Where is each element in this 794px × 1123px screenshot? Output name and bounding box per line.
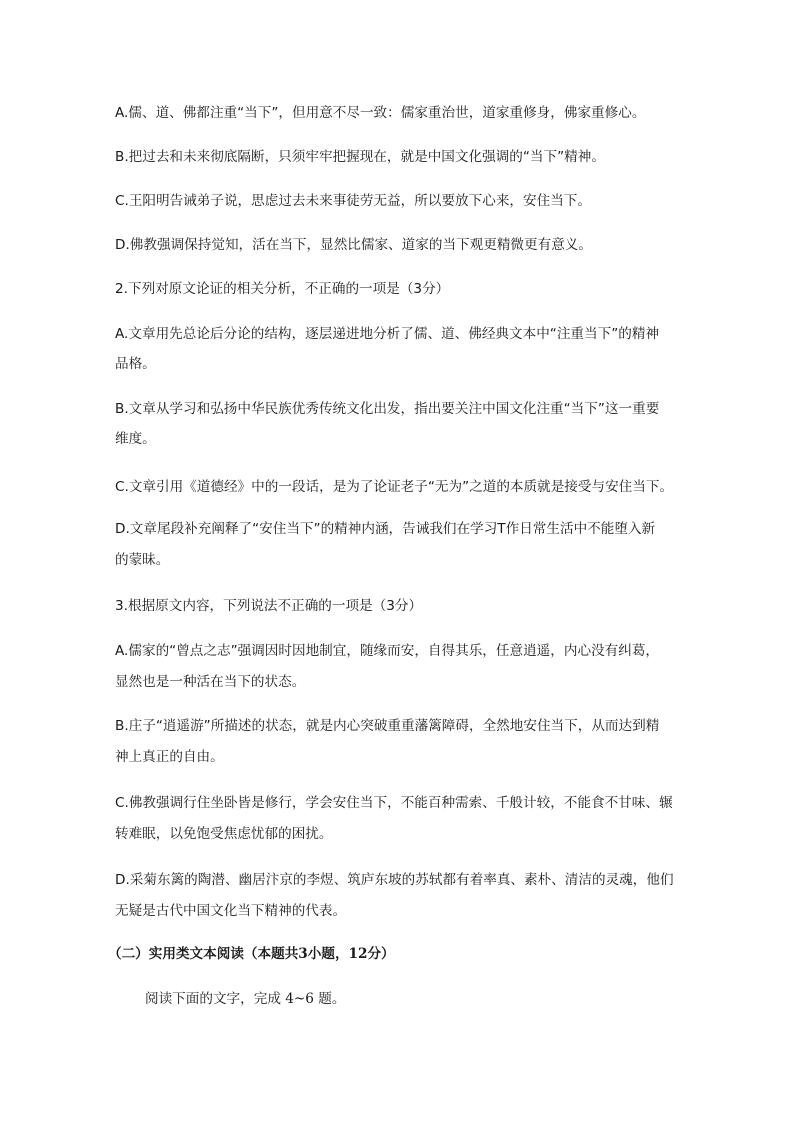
q1-option-d: D.佛教强调保持觉知，活在当下，显然比儒家、道家的当下观更精微更有意义。 [115, 237, 592, 253]
q1-option-a: A.儒、道、佛都注重“当下”，但用意不尽一致：儒家重治世，道家重修身，佛家重修心。 [115, 105, 646, 121]
q2-option-b-line1: B.文章从学习和弘扬中华民族优秀传统文化出发，指出要关注中国文化注重“当下”这一重要 [115, 401, 660, 417]
q2-stem: 2.下列对原文论证的相关分析，不正确的一项是（3分） [115, 281, 450, 297]
q3-option-c-line1: C.佛教强调行住坐卧皆是修行，学会安住当下，不能百种需索、千般计较，不能食不甘味、辗 [115, 795, 673, 811]
q3-option-d-line1: D.采菊东篱的陶潜、幽居汴京的李煜、筑庐东坡的苏轼都有着率真、素朴、清洁的灵魂，他们 [115, 872, 674, 888]
q1-option-c: C.王阳明告诫弟子说，思虑过去未来事徒劳无益，所以要放下心来，安住当下。 [115, 193, 591, 209]
q2-option-d-line2: 的蒙昧。 [115, 552, 170, 568]
q3-option-b-line1: B.庄子“逍遥游”所描述的状态，就是内心突破重重藩篱障碍，全然地安住当下，从而达到精 [115, 718, 660, 734]
q3-option-a-line2: 显然也是一种活在当下的状态。 [115, 674, 306, 690]
q3-option-c-line2: 转难眠，以免饱受焦虑忧郁的困扰。 [115, 826, 333, 842]
q2-option-b-line2: 维度。 [115, 431, 156, 447]
q3-option-a-line1: A.儒家的“曾点之志”强调因时因地制宜，随缘而安，自得其乐，任意逍遥，内心没有纠葛， [115, 643, 660, 659]
q2-option-a-line1: A.文章用先总论后分论的结构，逐层递进地分析了儒、道、佛经典文本中“注重当下”的精神 [115, 326, 660, 342]
q3-stem: 3.根据原文内容，下列说法不正确的一项是（3分） [115, 598, 423, 614]
section-instruction: 阅读下面的文字，完成 4~6 题。 [145, 991, 346, 1007]
q2-option-d-line1: D.文章尾段补充阐释了“安住当下”的精神内涵，告诫我们在学习T作日常生活中不能堕入新 [115, 521, 656, 537]
q2-option-c: C.文章引用《道德经》中的一段话，是为了论证老子“无为”之道的本质就是接受与安住当下。 [115, 479, 674, 495]
q3-option-b-line2: 神上真正的自由。 [115, 749, 224, 765]
section-heading: （二）实用类文本阅读（本题共3小题，12分） [108, 946, 395, 962]
q1-option-b: B.把过去和未来彻底隔断，只须牢牢把握现在，就是中国文化强调的“当下”精神。 [115, 149, 605, 165]
q2-option-a-line2: 品格。 [115, 356, 156, 372]
q3-option-d-line2: 无疑是古代中国文化当下精神的代表。 [115, 903, 347, 919]
